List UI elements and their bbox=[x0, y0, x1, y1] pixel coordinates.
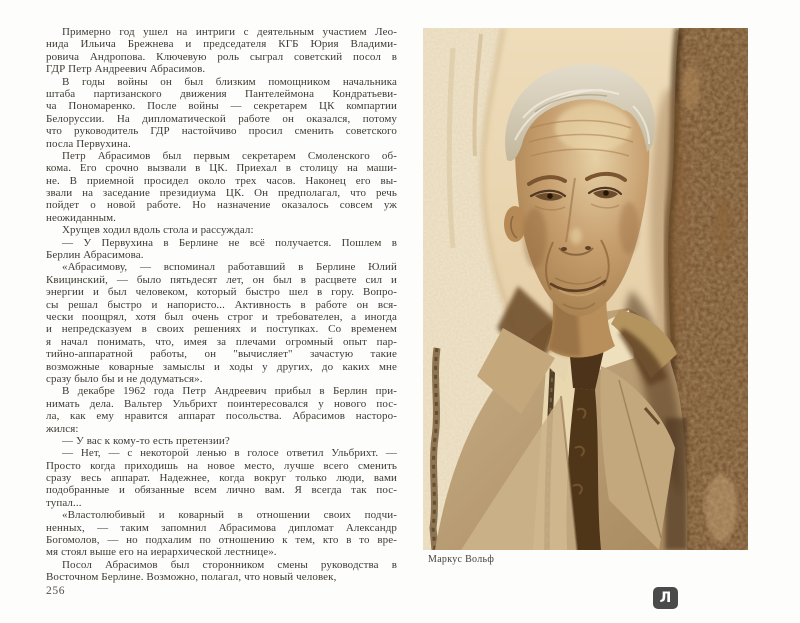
text-line: сы решал быстро и напористо... Активность в работе он вся- bbox=[46, 298, 397, 311]
text-line: Белоруссии. На дипломатической работе он оказался, потому bbox=[46, 112, 397, 125]
paragraph bbox=[46, 26, 397, 76]
text-line: подобранные и обязанные всем лично вам. Я всегда так пос- bbox=[46, 484, 397, 497]
text-line: кома. Его срочно вызвали в ЦК. Приехал в столицу на маши- bbox=[46, 162, 397, 175]
text-line: что руководитель ГДР настойчиво просил сменить советского bbox=[46, 125, 397, 138]
text-line: сразу было бы и не додуматься». bbox=[46, 372, 203, 385]
paragraph bbox=[46, 150, 397, 224]
labirint-watermark-letter: Л bbox=[659, 590, 672, 606]
text-line: Берлин Абрасимова. bbox=[46, 249, 144, 262]
text-line: тийно-аппаратной работы, он "вычисляет" зачастую такие bbox=[46, 348, 397, 361]
text-line: Просто когда приходишь на новое место, лучше всего сменить bbox=[46, 459, 397, 472]
text-line: Восточном Берлине. Возможно, полагал, что новый человек, bbox=[46, 571, 337, 584]
text-line: тупал... bbox=[46, 496, 82, 509]
text-line: — У вас к кому-то есть претензии? bbox=[62, 434, 230, 447]
paragraph bbox=[46, 76, 397, 150]
text-line: мя стоял выше его на иерархической лестнице». bbox=[46, 546, 277, 559]
text-line: «Абрасимову, — вспоминал работавший в Берлине Юлий bbox=[62, 261, 397, 274]
text-line: штаба партизанского движения Пантелеймона Кондратьеви- bbox=[46, 87, 397, 100]
page-text bbox=[46, 26, 397, 584]
labirint-watermark bbox=[653, 587, 678, 609]
text-line: сразу весь аппарат. Надежнее, когда вокруг только люди, вами bbox=[46, 472, 397, 485]
text-line: Хрущев ходил вдоль стола и рассуждал: bbox=[62, 224, 254, 237]
text-line: энергии и был человеком, который быстро шел в гору. Вопро- bbox=[46, 286, 397, 299]
text-line: не. В приемной просидел около трех часов. Наконец его вы- bbox=[46, 174, 397, 187]
paragraph bbox=[46, 435, 397, 447]
paragraph bbox=[46, 509, 397, 559]
text-line: нида Ильича Брежнева и председателя КГБ Юрия Владими- bbox=[46, 38, 397, 51]
text-line: чески поощрял, хотя был очень строг и требователен, а иногда bbox=[46, 310, 397, 323]
text-line: ровича Андропова. Ключевую роль сыграл советский посол в bbox=[46, 50, 397, 63]
paragraph bbox=[46, 559, 397, 584]
markus-wolf-portrait-illustration bbox=[423, 28, 748, 550]
text-line: звали на заседание президиума ЦК. Он предполагал, что речь bbox=[46, 187, 397, 200]
text-line: возможные коварные замыслы и ходы у других, до каких мне bbox=[46, 360, 397, 373]
page-number: 256 bbox=[46, 585, 66, 597]
text-line: В декабре 1962 года Петр Андреевич прибыл в Берлин при- bbox=[62, 385, 397, 398]
paragraph bbox=[46, 237, 397, 262]
text-line: Посол Абрасимов был сторонником смены руководства в bbox=[62, 558, 397, 571]
text-line: пойдет о новой работе. Но назначение оказалось совсем уж bbox=[46, 199, 397, 212]
text-line: ла, как ему нравится аппарат посольства. Абрасимов насторо- bbox=[46, 410, 397, 423]
paragraph bbox=[46, 224, 397, 236]
text-line: «Властолюбивый и коварный в отношении своих подчи- bbox=[62, 509, 397, 522]
photo-caption: Маркус Вольф bbox=[428, 554, 495, 565]
text-line: Петр Абрасимов был первым секретарем Смоленского об- bbox=[62, 149, 397, 162]
text-line: и непредсказуем в своих решениях и поступках. Со временем bbox=[46, 323, 397, 336]
paragraph bbox=[46, 261, 397, 385]
text-line: ча Пономаренко. После войны — секретарем ЦК компартии bbox=[46, 100, 397, 113]
text-line: ГДР Петр Андреевич Абрасимов. bbox=[46, 63, 206, 76]
portrait-photo bbox=[423, 28, 748, 550]
text-line: Квицинский, — было пятьдесят лет, он был в расцвете сил и bbox=[46, 273, 397, 286]
text-line: Примерно год ушел на интриги с деятельным участием Лео- bbox=[62, 26, 397, 38]
paragraph bbox=[46, 447, 397, 509]
text-line: посла Первухина. bbox=[46, 137, 131, 150]
text-line: жился: bbox=[46, 422, 79, 435]
text-line: В годы войны он был близким помощником начальника bbox=[62, 75, 397, 88]
text-line: — У Первухина в Берлине не всё получается. Пошлем в bbox=[62, 236, 397, 249]
paragraph bbox=[46, 385, 397, 435]
text-line: — Нет, — с некоторой ленью в голосе ответил Ульбрихт. — bbox=[62, 447, 397, 460]
text-line: неожиданным. bbox=[46, 211, 117, 224]
text-line: Богомолов, — но подхалим по отношению к тем, кто в то вре- bbox=[46, 534, 397, 547]
text-line: я начал понимать, что, имея за плечами огромный опыт пар- bbox=[46, 335, 397, 348]
background-shadow bbox=[650, 88, 690, 348]
text-line: нимать дела. Вальтер Ульбрихт поинтересовался у нового пос- bbox=[46, 397, 397, 410]
text-line: ненных, — таким запомнил Абрасимова дипломат Александр bbox=[46, 521, 397, 534]
